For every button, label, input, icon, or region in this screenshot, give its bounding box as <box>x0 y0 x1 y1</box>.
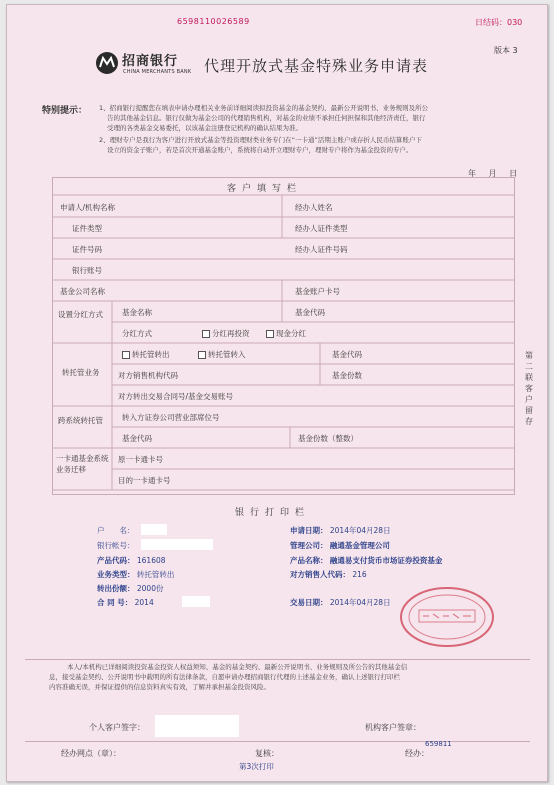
product-name-label: 产品名称： <box>290 556 328 565</box>
manager-row <box>290 540 390 551</box>
notice-line: 告的其他基金信息。银行仅做为基金公司的代理销售机构，对基金的业绩不承担任何担保和其他经济责任，银行 <box>107 114 426 122</box>
redacted-bank-acct <box>141 539 213 550</box>
personal-signature-label: 个人客户签字： <box>89 723 145 732</box>
option-label: 现金分红 <box>276 329 306 338</box>
trade-date-label: 交易日期： <box>290 598 328 607</box>
copy-side-note: 第二联 客户留存 <box>525 351 533 426</box>
redacted-signature <box>155 715 239 737</box>
dividend-reinvest-option[interactable] <box>202 328 250 339</box>
out-shares-label: 转出份额： <box>97 584 135 593</box>
declaration-line: 息，接受基金契约、公开说明书中载明的所有法律条款，自愿申请办理招商银行代理的上述基金业务，确认上述银行打印栏 <box>49 673 400 681</box>
bank-acct-label: 银行帐号： <box>97 541 135 550</box>
id-number-label: 证件号码 <box>72 245 102 254</box>
bank-account-label: 银行账号 <box>72 266 102 275</box>
bank-stamp-icon <box>397 585 497 649</box>
checkbox-icon[interactable] <box>198 351 206 359</box>
cross-system-group-label: 跨系统转托管 <box>58 416 103 425</box>
product-name-value: 融通易支付货币市场证券投资基金 <box>329 556 443 565</box>
customer-fill-grid <box>52 177 515 495</box>
serial-number: 6598110026589 <box>177 17 250 26</box>
manager-value: 融通基金管理公司 <box>329 541 390 550</box>
fund-shares-int-label: 基金份数（整数） <box>298 434 358 443</box>
notice-line: 2、理财专户是我行为客户进行开放式基金等投资理财类业务专门在“一卡通”活期主账户或存折人民币结算账户下 <box>99 136 422 144</box>
applicant-label: 申请人/机构名称 <box>60 203 116 212</box>
apply-date-row <box>290 525 391 536</box>
declaration-line: 内容准确无误，并保证提供的信息资料真实有效，了解并承担基金投资风险。 <box>49 683 270 691</box>
notice-item-2 <box>99 135 422 155</box>
print-count: 第3次打印 <box>239 762 274 771</box>
date-line: 年 月 日 <box>468 169 518 178</box>
fund-name-label: 基金名称 <box>122 308 152 317</box>
operator-label: 经办： <box>405 749 429 758</box>
handler-name-label: 经办人姓名 <box>295 203 333 212</box>
form-title: 代理开放式基金特殊业务申请表 <box>204 57 429 75</box>
securities-branch-label: 转入方证券公司营业部席位号 <box>122 413 220 422</box>
notice-line: 设立的资金子账户，若是首次开通基金账户，系统将自动开立理财专户，理财专户将作为基金投资的专户。 <box>107 146 413 154</box>
notice-line: 受理的各类基金交易委托，以该基金注册登记机构的确认结果为准。 <box>107 124 302 132</box>
customer-section-title: 客户填写栏 <box>227 184 303 194</box>
redacted-contract <box>182 596 210 607</box>
contract-label: 合 同 号： <box>97 598 133 607</box>
apply-date-label: 申请日期： <box>290 526 328 535</box>
bank-logo-icon <box>95 51 119 75</box>
fund-company-label: 基金公司名称 <box>60 287 105 296</box>
notice-label: 特别提示： <box>42 106 88 116</box>
option-label: 转托管转出 <box>132 350 170 359</box>
transfer-out-option[interactable] <box>122 349 170 360</box>
branch-stamp-label: 经办网点（章）： <box>61 749 121 758</box>
apply-date-value: 2014年04月28日 <box>329 526 391 535</box>
option-label: 分红再投资 <box>212 329 250 338</box>
counter-seller-value: 216 <box>352 570 367 579</box>
biz-type-value: 转托管转出 <box>136 570 175 579</box>
dividend-group-label: 设置分红方式 <box>58 310 103 319</box>
fund-code-label: 基金代码 <box>295 308 325 317</box>
product-code-row <box>97 555 166 566</box>
checkbox-icon[interactable] <box>202 330 210 338</box>
biz-type-label: 业务类型： <box>97 570 135 579</box>
review-label: 复核： <box>255 749 279 758</box>
transfer-in-option[interactable] <box>198 349 246 360</box>
orig-card-label: 原一卡通卡号 <box>118 455 163 464</box>
dividend-method-label: 分红方式 <box>122 329 152 338</box>
fund-shares-label: 基金份数 <box>332 371 362 380</box>
notice-item-1 <box>99 103 428 133</box>
version-label: 版本 3 <box>494 46 518 55</box>
declaration-line: 本人/本机构已详细阅读投资基金投资人权益须知、基金的基金契约、最新公开说明书、业务规则及所公告的其他基金信 <box>67 663 408 671</box>
account-name-label: 户 名： <box>97 526 135 535</box>
checkbox-icon[interactable] <box>122 351 130 359</box>
contract-row <box>97 597 154 608</box>
id-type-label: 证件类型 <box>72 224 102 233</box>
bank-name-en: CHINA MERCHANTS BANK <box>123 69 192 75</box>
card-migration-group-label: 一卡通基金系统业务迁移 <box>56 454 109 474</box>
signature-divider <box>25 741 530 742</box>
transfer-fund-code-label: 基金代码 <box>332 350 362 359</box>
counter-seller-label: 对方销售人代码： <box>290 570 350 579</box>
counter-contract-label: 对方转出交易合同号/基金交易账号 <box>118 392 234 401</box>
product-code-label: 产品代码： <box>97 556 135 565</box>
notice-line: 1、招商银行提醒您在填表申请办理相关业务前详细阅读拟投资基金的基金契约、最新公开说明书、业务规则及所公 <box>99 104 429 112</box>
product-code-value: 161608 <box>136 556 166 565</box>
dividend-cash-option[interactable] <box>266 328 306 339</box>
operator-number: 659811 <box>425 740 452 748</box>
out-shares-value: 2000份 <box>136 584 164 593</box>
contract-value: 2014 <box>134 598 154 607</box>
checkbox-icon[interactable] <box>266 330 274 338</box>
fund-account-label: 基金账户卡号 <box>295 287 340 296</box>
application-form-sheet <box>6 4 548 782</box>
institution-signature-label: 机构客户签章： <box>365 723 421 732</box>
biz-type-row <box>97 569 174 580</box>
trade-date-row <box>290 597 391 608</box>
handler-id-number-label: 经办人证件号码 <box>295 245 348 254</box>
declaration-text <box>49 662 408 692</box>
print-section-title: 银行打印栏 <box>235 508 311 518</box>
redacted-account-name <box>141 524 167 535</box>
product-name-row <box>290 555 442 566</box>
transfer-group-label: 转托管业务 <box>62 368 100 377</box>
target-card-label: 目的一卡通卡号 <box>118 476 171 485</box>
bank-name-cn: 招商银行 <box>122 54 179 69</box>
declaration-divider <box>25 659 530 660</box>
cross-fund-code-label: 基金代码 <box>122 434 152 443</box>
counter-seller-row <box>290 569 367 580</box>
manager-label: 管理公司： <box>290 541 328 550</box>
handler-id-type-label: 经办人证件类型 <box>295 224 348 233</box>
date-code: 日结码：030 <box>475 18 523 27</box>
option-label: 转托管转入 <box>208 350 246 359</box>
counter-agency-label: 对方销售机构代码 <box>118 371 178 380</box>
out-shares-row <box>97 583 163 594</box>
trade-date-value: 2014年04月28日 <box>329 598 391 607</box>
